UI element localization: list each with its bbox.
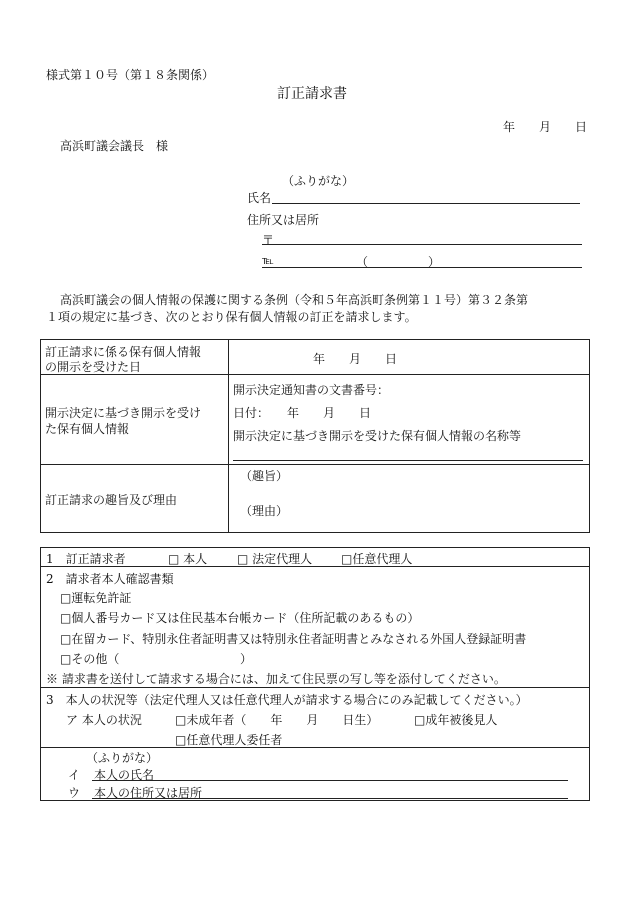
disclosed-info-label-line2: た保有個人情報: [45, 422, 130, 436]
intro-line-1: 高浜町議会の個人情報の保護に関する条例（令和５年高浜町条例第１１号）第３２条第: [60, 293, 529, 307]
request-date: 年 月 日: [503, 120, 588, 134]
postal-mark: 〒: [262, 233, 275, 247]
applicant-address-label: 住所又は居所: [247, 213, 320, 227]
disclosed-info-label-line1: 開示決定に基づき開示を受け: [45, 406, 202, 420]
tel-label: ℡: [262, 254, 274, 267]
principal-name-label: 本人の氏名: [94, 768, 155, 782]
table2-divider-2: [40, 687, 590, 688]
disclosure-date-label-line1: 訂正請求に係る保有個人情報: [45, 345, 202, 359]
principal-address-field[interactable]: [92, 798, 568, 799]
other-document-close-paren: ）: [240, 652, 253, 666]
disclosure-date-label-line2: の開示を受けた日: [45, 360, 142, 374]
notice-document-number[interactable]: 開示決定通知書の文書番号：: [233, 383, 390, 397]
principal-status-label: ア 本人の状況: [66, 713, 142, 727]
tel-paren: （ ）: [356, 255, 441, 269]
table1-column-divider: [228, 339, 229, 533]
disclosure-date-value[interactable]: 年 月 日: [313, 352, 398, 366]
voluntary-guardianship-checkbox[interactable]: □任意代理人委任者: [175, 733, 283, 747]
table2-divider-3: [40, 747, 590, 748]
intro-line-2: １項の規定に基づき、次のとおり保有個人情報の訂正を請求します。: [46, 310, 417, 324]
principal-name-field[interactable]: [92, 780, 568, 781]
principal-furigana-label: （ふりがな）: [86, 751, 159, 765]
table1-row-divider-2: [40, 464, 590, 465]
residence-card-checkbox[interactable]: □在留カード、特別永住者証明書又は特別永住者証明書とみなされる外国人登録証明書: [60, 632, 527, 646]
principal-status-section-label: 3 本人の状況等（法定代理人又は任意代理人が請求する場合にのみ記載してください。）: [46, 693, 528, 707]
attachment-note: ※ 請求書を送付して請求する場合には、加えて住民票の写し等を添付してください。: [46, 672, 506, 686]
form-number: 様式第１０号（第１８条関係）: [46, 68, 215, 82]
requester-legal-agent-checkbox[interactable]: □ 法定代理人: [237, 552, 313, 566]
applicant-name-field[interactable]: [272, 203, 580, 204]
requester-section-label: 1 訂正請求者: [46, 552, 126, 566]
applicant-tel-field[interactable]: [262, 267, 582, 268]
principal-address-label: 本人の住所又は居所: [94, 786, 203, 800]
applicant-furigana-label: （ふりがな）: [282, 174, 355, 188]
mynumber-card-checkbox[interactable]: □個人番号カード又は住民基本台帳カード（住所記載のあるもの）: [60, 611, 420, 625]
disclosed-info-name-field[interactable]: [233, 460, 583, 461]
addressee: 高浜町議会議長 様: [60, 139, 169, 153]
principal-name-marker: イ: [68, 768, 81, 782]
minor-checkbox[interactable]: □未成年者（ 年 月 日生）: [175, 713, 379, 727]
document-title: 訂正請求書: [277, 86, 347, 102]
drivers-license-checkbox[interactable]: □運転免許証: [60, 591, 132, 605]
reason-label[interactable]: （理由）: [240, 504, 289, 518]
requester-self-checkbox[interactable]: □ 本人: [168, 552, 208, 566]
purpose-label[interactable]: （趣旨）: [240, 469, 289, 483]
applicant-name-label: 氏名: [247, 191, 272, 205]
adult-ward-checkbox[interactable]: □成年被後見人: [414, 713, 498, 727]
principal-address-marker: ウ: [68, 786, 81, 800]
purpose-reason-label: 訂正請求の趣旨及び理由: [45, 493, 178, 507]
disclosed-info-name-label: 開示決定に基づき開示を受けた保有個人情報の名称等: [233, 429, 522, 443]
notice-date[interactable]: 日付： 年 月 日: [233, 406, 372, 420]
requester-voluntary-agent-checkbox[interactable]: □任意代理人: [341, 552, 413, 566]
applicant-address-field[interactable]: [262, 244, 582, 245]
other-document-checkbox[interactable]: □その他（: [60, 652, 120, 666]
id-documents-section-label: 2 請求者本人確認書類: [46, 572, 174, 586]
